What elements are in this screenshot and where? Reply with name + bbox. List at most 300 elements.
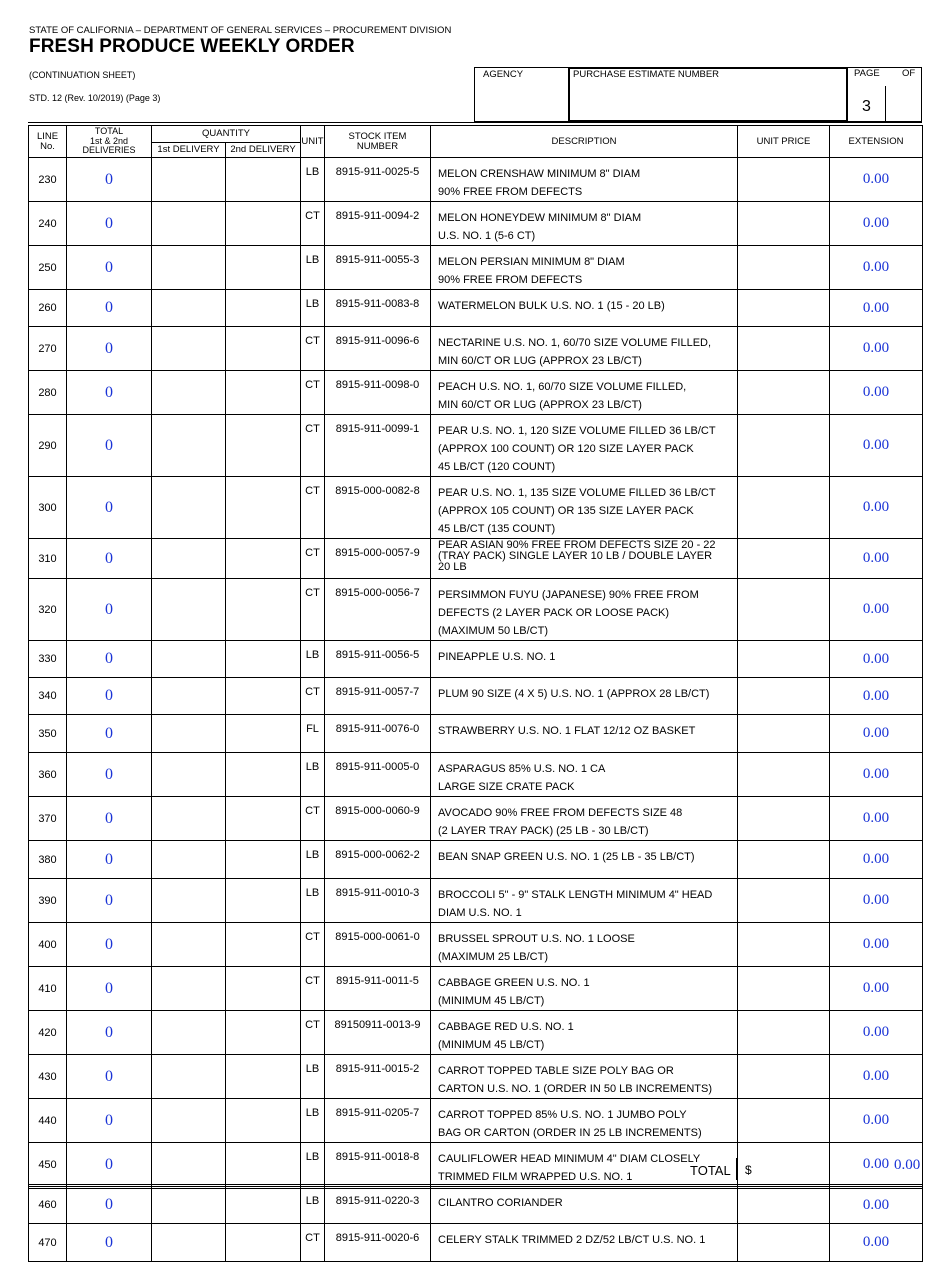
description-cell [431,290,738,327]
total-deliveries-field[interactable]: 0 [67,477,152,539]
unit-cell: LB [301,841,325,879]
first-delivery-field[interactable] [152,967,226,1011]
second-delivery-field[interactable] [226,879,301,923]
line-number: 390 [29,879,67,923]
description-line: PINEAPPLE U.S. NO. 1 [438,651,556,663]
description-cell [431,797,738,841]
description-cell [431,327,738,371]
description-cell [431,1055,738,1099]
line-number: 250 [29,246,67,290]
table-row [29,1224,923,1262]
unit-price-field[interactable] [738,797,830,841]
first-delivery-field[interactable] [152,678,226,715]
purchase-estimate-label: PURCHASE ESTIMATE NUMBER [573,69,720,80]
first-delivery-field[interactable] [152,879,226,923]
unit-price-field[interactable] [738,923,830,967]
table-row [29,641,923,678]
second-delivery-field[interactable] [226,641,301,678]
extension-value: 0.00 [830,879,923,923]
line-number: 270 [29,327,67,371]
description-line: DIAM U.S. NO. 1 [438,907,522,919]
stock-number: 8915-911-0099-1 [325,415,431,477]
total-deliveries-field[interactable]: 0 [67,415,152,477]
col-total-label-3: DELIVERIES [82,145,136,156]
total-value[interactable]: 0.00 [894,1157,921,1173]
first-delivery-field[interactable] [152,327,226,371]
form-title: FRESH PRODUCE WEEKLY ORDER [29,36,355,57]
col-total-label: TOTAL [94,126,124,137]
col-unit-label: UNIT [301,135,324,147]
second-delivery-field[interactable] [226,753,301,797]
continuation-label: (CONTINUATION SHEET) [29,70,136,80]
description-line: ASPARAGUS 85% U.S. NO. 1 CA [438,763,606,775]
description-line: PEAR U.S. NO. 1, 120 SIZE VOLUME FILLED 36 LB/CT [438,425,716,437]
second-delivery-field[interactable] [226,923,301,967]
unit-price-field[interactable] [738,371,830,415]
col-stock-label-2: NUMBER [356,140,399,152]
stock-number: 8915-911-0015-2 [325,1055,431,1099]
total-deliveries-field[interactable]: 0 [67,1011,152,1055]
form-number: STD. 12 (Rev. 10/2019) (Page 3) [29,93,161,103]
total-deliveries-field[interactable]: 0 [67,715,152,753]
unit-price-field[interactable] [738,246,830,290]
description-line: (MAXIMUM 25 LB/CT) [438,951,549,963]
extension-value: 0.00 [830,579,923,641]
description-cell [431,923,738,967]
total-deliveries-field[interactable]: 0 [67,641,152,678]
unit-price-field[interactable] [738,678,830,715]
unit-cell: LB [301,158,325,202]
total-deliveries-field[interactable]: 0 [67,797,152,841]
col-quantity [152,126,301,143]
unit-cell: LB [301,1055,325,1099]
total-deliveries-field[interactable]: 0 [67,371,152,415]
extension-value: 0.00 [830,1099,923,1143]
extension-value: 0.00 [830,327,923,371]
first-delivery-field[interactable] [152,641,226,678]
description-cell [431,879,738,923]
line-number: 240 [29,202,67,246]
stock-number: 89150911-0013-9 [325,1011,431,1055]
col-line-label: LINE [36,130,59,142]
description-line: MELON PERSIAN MINIMUM 8" DIAM [438,256,625,268]
line-number: 320 [29,579,67,641]
col-total-label-2: 1st & 2nd [89,135,129,146]
first-delivery-field[interactable] [152,1099,226,1143]
table-row [29,158,923,202]
stock-number: 8915-000-0061-0 [325,923,431,967]
extension-value: 0.00 [830,797,923,841]
unit-cell: LB [301,1099,325,1143]
first-delivery-field[interactable] [152,797,226,841]
col-unit-price-label: UNIT PRICE [756,135,811,147]
second-delivery-field[interactable] [226,678,301,715]
extension-value: 0.00 [830,477,923,539]
col-stock-label: STOCK ITEM [348,130,407,142]
second-delivery-field[interactable] [226,246,301,290]
total-deliveries-field[interactable]: 0 [67,539,152,579]
description-cell [431,753,738,797]
description-line: CAULIFLOWER HEAD MINIMUM 4" DIAM CLOSELY [438,1153,701,1165]
description-line: CELERY STALK TRIMMED 2 DZ/52 LB/CT U.S. NO. 1 [438,1234,706,1246]
first-delivery-field[interactable] [152,477,226,539]
total-deliveries-field[interactable]: 0 [67,1187,152,1224]
unit-price-field[interactable] [738,879,830,923]
unit-price-field[interactable] [738,715,830,753]
extension-value: 0.00 [830,1055,923,1099]
line-number: 370 [29,797,67,841]
description-line: TRIMMED FILM WRAPPED U.S. NO. 1 [438,1171,633,1183]
extension-value: 0.00 [830,753,923,797]
first-delivery-field[interactable] [152,579,226,641]
table-row [29,415,923,477]
stock-number: 8915-911-0220-3 [325,1187,431,1224]
first-delivery-field[interactable] [152,202,226,246]
description-cell [431,477,738,539]
second-delivery-field[interactable] [226,371,301,415]
first-delivery-field[interactable] [152,923,226,967]
description-line: BAG OR CARTON (ORDER IN 25 LB INCREMENTS) [438,1127,702,1139]
col-line [29,126,67,158]
description-line: (MINIMUM 45 LB/CT) [438,1039,545,1051]
total-deliveries-field[interactable]: 0 [67,1055,152,1099]
first-delivery-field[interactable] [152,415,226,477]
description-line: BRUSSEL SPROUT U.S. NO. 1 LOOSE [438,933,635,945]
stock-number: 8915-911-0018-8 [325,1143,431,1187]
second-delivery-field[interactable] [226,1055,301,1099]
extension-value: 0.00 [830,415,923,477]
total-deliveries-field[interactable]: 0 [67,290,152,327]
total-deliveries-field[interactable]: 0 [67,678,152,715]
description-cell [431,1187,738,1224]
second-delivery-field[interactable] [226,415,301,477]
stock-number: 8915-911-0098-0 [325,371,431,415]
total-deliveries-field[interactable]: 0 [67,841,152,879]
extension-value: 0.00 [830,202,923,246]
first-delivery-field[interactable] [152,753,226,797]
extension-value: 0.00 [830,1187,923,1224]
page-label: PAGE [854,68,880,79]
bottom-rule [28,1184,922,1185]
table-row [29,327,923,371]
description-line: 45 LB/CT (135 COUNT) [438,523,556,535]
description-line: STRAWBERRY U.S. NO. 1 FLAT 12/12 OZ BASKET [438,725,696,737]
description-cell [431,246,738,290]
line-number: 230 [29,158,67,202]
col-second-delivery [226,143,301,158]
total-deliveries-field[interactable]: 0 [67,1224,152,1262]
second-delivery-field[interactable] [226,1099,301,1143]
unit-cell: CT [301,1011,325,1055]
unit-price-field[interactable] [738,579,830,641]
unit-cell: CT [301,678,325,715]
second-delivery-field[interactable] [226,715,301,753]
description-line: (TRAY PACK) SINGLE LAYER 10 LB / DOUBLE LAYER [438,550,713,562]
table-row [29,841,923,879]
line-number: 290 [29,415,67,477]
total-deliveries-field[interactable]: 0 [67,753,152,797]
unit-cell: LB [301,290,325,327]
unit-cell: LB [301,753,325,797]
description-cell [431,579,738,641]
description-line: AVOCADO 90% FREE FROM DEFECTS SIZE 48 [438,807,683,819]
description-line: CARTON U.S. NO. 1 (ORDER IN 50 LB INCREMENTS) [438,1083,713,1095]
extension-value: 0.00 [830,967,923,1011]
description-line: CABBAGE GREEN U.S. NO. 1 [438,977,590,989]
extension-value: 0.00 [830,1011,923,1055]
extension-value: 0.00 [830,290,923,327]
stock-number: 8915-000-0057-9 [325,539,431,579]
unit-cell: LB [301,641,325,678]
description-line: (APPROX 100 COUNT) OR 120 SIZE LAYER PACK [438,443,694,455]
line-number: 330 [29,641,67,678]
unit-price-field[interactable] [738,290,830,327]
total-deliveries-field[interactable]: 0 [67,1099,152,1143]
line-number: 360 [29,753,67,797]
agency-line: STATE OF CALIFORNIA – DEPARTMENT OF GENERAL SERVICES – PROCUREMENT DIVISION [29,25,452,36]
stock-number: 8915-911-0094-2 [325,202,431,246]
first-delivery-field[interactable] [152,841,226,879]
first-delivery-field[interactable] [152,371,226,415]
line-number: 470 [29,1224,67,1262]
description-line: 20 LB [438,561,467,573]
stock-number: 8915-911-0096-6 [325,327,431,371]
unit-price-field[interactable] [738,158,830,202]
description-cell [431,841,738,879]
purchase-estimate-field[interactable] [568,67,848,122]
total-deliveries-field[interactable]: 0 [67,246,152,290]
description-cell [431,715,738,753]
description-line: PEAR ASIAN 90% FREE FROM DEFECTS SIZE 20 - 22 [438,539,716,551]
col-description [431,126,738,158]
unit-cell: LB [301,246,325,290]
unit-price-field[interactable] [738,539,830,579]
first-delivery-field[interactable] [152,158,226,202]
line-number: 400 [29,923,67,967]
description-cell [431,641,738,678]
description-line: WATERMELON BULK U.S. NO. 1 (15 - 20 LB) [438,300,665,312]
unit-price-field[interactable] [738,753,830,797]
second-delivery-field[interactable] [226,477,301,539]
unit-price-field[interactable] [738,1055,830,1099]
page-divider [885,86,886,122]
first-delivery-field[interactable] [152,1187,226,1224]
table-row [29,579,923,641]
unit-cell: CT [301,1224,325,1262]
stock-number: 8915-911-0083-8 [325,290,431,327]
description-line: PEAR U.S. NO. 1, 135 SIZE VOLUME FILLED 36 LB/CT [438,487,716,499]
extension-value: 0.00 [830,678,923,715]
of-label: OF [902,68,916,79]
description-line: MIN 60/CT OR LUG (APPROX 23 LB/CT) [438,355,642,367]
col-stock [325,126,431,158]
total-area [28,1146,922,1184]
stock-number: 8915-911-0076-0 [325,715,431,753]
total-deliveries-field[interactable]: 0 [67,327,152,371]
table-row [29,246,923,290]
line-number: 450 [29,1143,67,1187]
line-number: 350 [29,715,67,753]
second-delivery-field[interactable] [226,290,301,327]
unit-cell: CT [301,327,325,371]
stock-number: 8915-911-0057-7 [325,678,431,715]
unit-price-field[interactable] [738,477,830,539]
description-line: 90% FREE FROM DEFECTS [438,186,583,198]
description-cell [431,539,738,579]
description-line: CILANTRO CORIANDER [438,1197,563,1209]
line-number: 460 [29,1187,67,1224]
description-line: (MINIMUM 45 LB/CT) [438,995,545,1007]
first-delivery-field[interactable] [152,715,226,753]
page-field [846,67,922,122]
description-line: LARGE SIZE CRATE PACK [438,781,575,793]
description-line: BEAN SNAP GREEN U.S. NO. 1 (25 LB - 35 LB/CT) [438,851,695,863]
unit-price-field[interactable] [738,327,830,371]
line-number: 310 [29,539,67,579]
second-delivery-field[interactable] [226,797,301,841]
second-delivery-field[interactable] [226,539,301,579]
unit-cell: CT [301,923,325,967]
col-extension [830,126,923,158]
col-unit [301,126,325,158]
unit-price-field[interactable] [738,841,830,879]
total-deliveries-field[interactable]: 0 [67,923,152,967]
unit-price-field[interactable] [738,415,830,477]
stock-number: 8915-911-0020-6 [325,1224,431,1262]
table-row [29,477,923,539]
table-row [29,678,923,715]
extension-value: 0.00 [830,841,923,879]
unit-price-field[interactable] [738,202,830,246]
description-line: (MAXIMUM 50 LB/CT) [438,625,549,637]
line-number: 300 [29,477,67,539]
stock-number: 8915-911-0011-5 [325,967,431,1011]
table-row [29,1011,923,1055]
stock-number: 8915-911-0010-3 [325,879,431,923]
line-number: 410 [29,967,67,1011]
description-line: CARROT TOPPED TABLE SIZE POLY BAG OR [438,1065,674,1077]
extension-value: 0.00 [830,923,923,967]
table-row [29,1055,923,1099]
description-line: DEFECTS (2 LAYER PACK OR LOOSE PACK) [438,607,670,619]
description-line: BROCCOLI 5" - 9" STALK LENGTH MINIMUM 4" HEAD [438,889,713,901]
col-description-label: DESCRIPTION [551,135,617,147]
table-row [29,202,923,246]
total-deliveries-field[interactable]: 0 [67,158,152,202]
table-row [29,1099,923,1143]
agency-label: AGENCY [483,69,524,80]
table-row [29,715,923,753]
order-table [28,125,923,1262]
second-delivery-field[interactable] [226,967,301,1011]
unit-cell: CT [301,371,325,415]
order-rows [29,158,923,1262]
unit-price-field[interactable] [738,1187,830,1224]
extension-value: 0.00 [830,158,923,202]
first-delivery-field[interactable] [152,539,226,579]
unit-price-field[interactable] [738,1011,830,1055]
table-row [29,539,923,579]
second-delivery-field[interactable] [226,1224,301,1262]
total-deliveries-field[interactable]: 0 [67,1143,152,1187]
stock-number: 8915-000-0082-8 [325,477,431,539]
second-delivery-field[interactable] [226,327,301,371]
total-deliveries-field[interactable]: 0 [67,879,152,923]
description-cell [431,202,738,246]
second-delivery-field[interactable] [226,202,301,246]
unit-price-field[interactable] [738,967,830,1011]
stock-number: 8915-911-0205-7 [325,1099,431,1143]
unit-cell: CT [301,477,325,539]
unit-cell: FL [301,715,325,753]
description-line: PERSIMMON FUYU (JAPANESE) 90% FREE FROM [438,589,699,601]
unit-cell: CT [301,539,325,579]
col-quantity-label: QUANTITY [201,128,251,140]
first-delivery-field[interactable] [152,1055,226,1099]
table-row [29,290,923,327]
description-cell [431,967,738,1011]
table-row [29,753,923,797]
description-line: PEACH U.S. NO. 1, 60/70 SIZE VOLUME FILLED, [438,381,687,393]
unit-cell: LB [301,1187,325,1224]
description-line: NECTARINE U.S. NO. 1, 60/70 SIZE VOLUME FILLED, [438,337,712,349]
second-delivery-field[interactable] [226,1187,301,1224]
total-deliveries-field[interactable]: 0 [67,579,152,641]
description-line: (APPROX 105 COUNT) OR 135 SIZE LAYER PACK [438,505,694,517]
unit-price-field[interactable] [738,1224,830,1262]
extension-value: 0.00 [830,371,923,415]
unit-cell: CT [301,202,325,246]
total-deliveries-field[interactable]: 0 [67,967,152,1011]
table-row [29,797,923,841]
unit-cell: LB [301,1143,325,1187]
table-row [29,1187,923,1224]
col-unit-price [738,126,830,158]
first-delivery-field[interactable] [152,290,226,327]
stock-number: 8915-000-0060-9 [325,797,431,841]
extension-value: 0.00 [830,715,923,753]
first-delivery-field[interactable] [152,1011,226,1055]
table-row [29,923,923,967]
total-divider [736,1158,737,1180]
total-currency: $ [745,1163,752,1177]
extension-value: 0.00 [830,641,923,678]
total-deliveries-field[interactable]: 0 [67,202,152,246]
unit-price-field[interactable] [738,641,830,678]
second-delivery-field[interactable] [226,1011,301,1055]
agency-field[interactable] [474,67,570,122]
unit-cell: CT [301,967,325,1011]
stock-number: 8915-911-0056-5 [325,641,431,678]
page-number: 3 [862,98,871,115]
extension-value: 0.00 [830,1143,923,1187]
description-cell [431,371,738,415]
table-row [29,879,923,923]
stock-number: 8915-911-0055-3 [325,246,431,290]
description-cell [431,1011,738,1055]
unit-price-field[interactable] [738,1099,830,1143]
second-delivery-field[interactable] [226,158,301,202]
line-number: 380 [29,841,67,879]
description-cell [431,415,738,477]
description-line: U.S. NO. 1 (5-6 CT) [438,230,536,242]
col-extension-label: EXTENSION [848,135,904,147]
first-delivery-field[interactable] [152,246,226,290]
description-line: MELON HONEYDEW MINIMUM 8" DIAM [438,212,642,224]
first-delivery-field[interactable] [152,1224,226,1262]
second-delivery-field[interactable] [226,579,301,641]
second-delivery-field[interactable] [226,841,301,879]
